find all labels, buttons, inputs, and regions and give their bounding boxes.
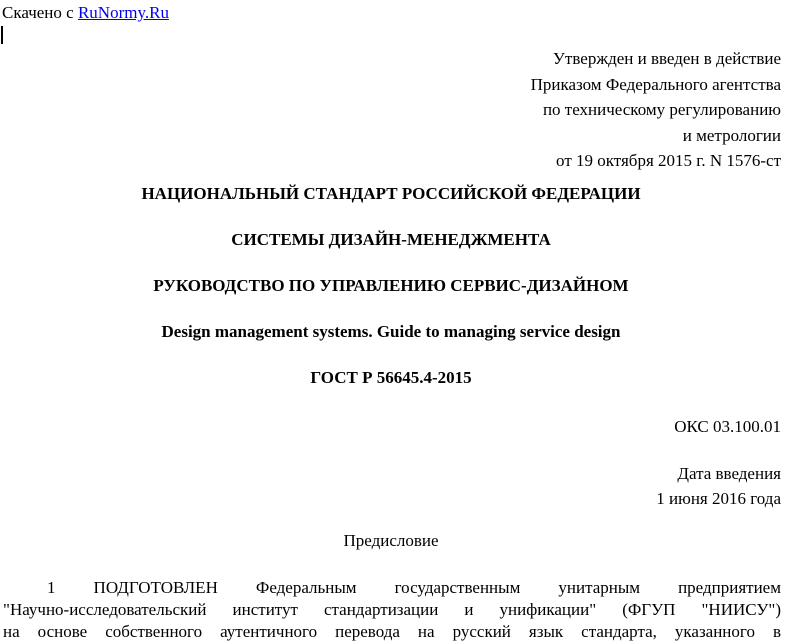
foreword-heading: Предисловие <box>343 531 439 550</box>
approval-line: от 19 октября 2015 г. N 1576-ст <box>556 151 781 170</box>
approval-line: Утвержден и введен в действие <box>552 49 781 68</box>
oks-code: ОКС 03.100.01 <box>674 417 781 436</box>
approval-line: Приказом Федерального агентства <box>530 74 781 94</box>
foreword-paragraph <box>3 577 781 643</box>
source-link[interactable]: RuNormy.Ru <box>77 3 169 22</box>
national-standard-heading: НАЦИОНАЛЬНЫЙ СТАНДАРТ РОССИЙСКОЙ ФЕДЕРАЦИИ <box>141 184 641 203</box>
foreword-line: на основе собственного аутентичного перевода на русский язык стандарта, указанного в <box>3 622 781 641</box>
foreword-line: 1 ПОДГОТОВЛЕН Федеральным государственным унитарным предприятием <box>47 578 781 597</box>
text-cursor <box>1 26 3 44</box>
title-english: Design management systems. Guide to managing service design <box>161 322 621 341</box>
title-guide: РУКОВОДСТВО ПО УПРАВЛЕНИЮ СЕРВИС-ДИЗАЙНОМ <box>153 276 629 295</box>
source-line <box>2 3 169 23</box>
foreword-line: "Научно-исследовательский институт стандартизации и унификации" (ФГУП "НИИСУ") <box>3 600 781 619</box>
source-prefix: Скачено с <box>2 3 78 22</box>
approval-block <box>531 46 781 174</box>
intro-date <box>656 461 781 511</box>
intro-date-label: Дата введения <box>677 464 781 483</box>
intro-date-value: 1 июня 2016 года <box>656 489 781 508</box>
approval-line: и метрологии <box>682 125 781 145</box>
approval-line: по техническому регулированию <box>542 100 781 119</box>
gost-number: ГОСТ Р 56645.4-2015 <box>310 368 472 387</box>
title-systems: СИСТЕМЫ ДИЗАЙН-МЕНЕДЖМЕНТА <box>231 230 551 249</box>
